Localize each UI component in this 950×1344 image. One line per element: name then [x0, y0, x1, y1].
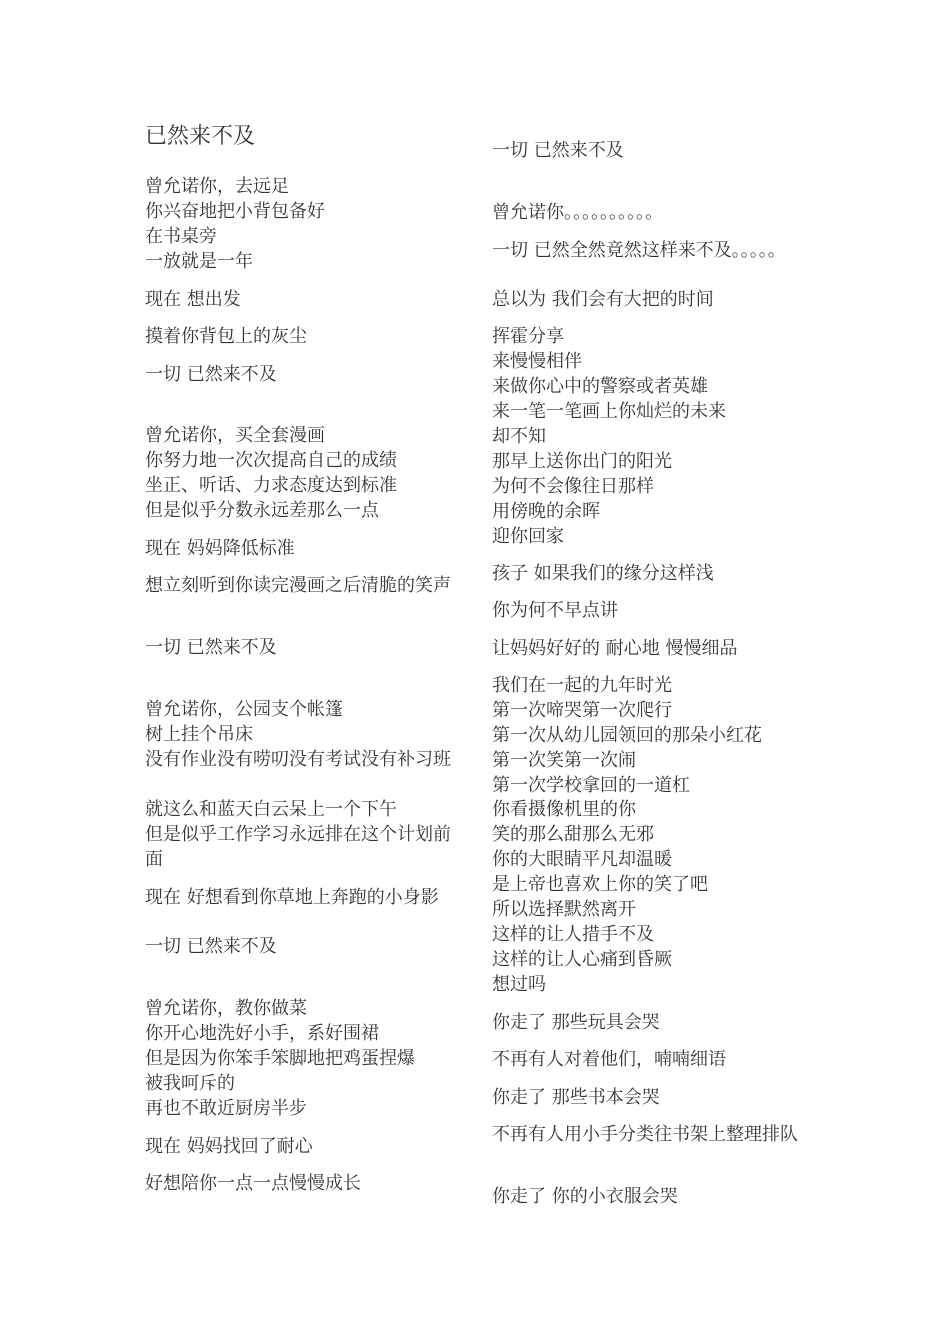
poem-line: 被我呵斥的 [145, 1073, 235, 1094]
poem-line: 没有作业没有唠叨没有考试没有补习班 [145, 749, 451, 770]
poem-line: 为何不会像往日那样 [492, 476, 654, 497]
poem-line: 却不知 [492, 426, 546, 447]
poem-line: 一切 已然来不及 [145, 637, 277, 658]
poem-line: 你的大眼睛平凡却温暖 [492, 849, 672, 870]
poem-line: 笑的那么甜那么无邪 [492, 824, 654, 845]
poem-line: 我们在一起的九年时光 [492, 675, 672, 696]
poem-line: 那早上送你出门的阳光 [492, 451, 672, 472]
poem-line: 想立刻听到你读完漫画之后清脆的笑声 [145, 575, 451, 596]
poem-line: 第一次学校拿回的一道杠 [492, 775, 690, 796]
poem-line: 来一笔一笔画上你灿烂的未来 [492, 401, 726, 422]
poem-line: 但是似乎工作学习永远排在这个计划前面 [145, 824, 451, 870]
poem-line: 孩子 如果我们的缘分这样浅 [492, 563, 714, 584]
poem-line: 现在 想出发 [145, 289, 241, 310]
poem-line: 曾允诺你。。。。。。。。。。 [492, 202, 663, 223]
poem-line: 但是因为你笨手笨脚地把鸡蛋捏爆 [145, 1048, 415, 1069]
poem-line: 好想陪你一点一点慢慢成长 [145, 1173, 361, 1194]
poem-line: 你开心地洗好小手，系好围裙 [145, 1023, 379, 1044]
poem-line: 一切 已然来不及 [145, 364, 277, 385]
poem-line: 迎你回家 [492, 526, 564, 547]
poem-line: 所以选择默然离开 [492, 899, 636, 920]
poem-line: 总以为 我们会有大把的时间 [492, 289, 714, 310]
poem-line: 你走了 那些玩具会哭 [492, 1012, 660, 1033]
poem-line: 挥霍分享 [492, 326, 564, 347]
poem-line: 这样的让人措手不及 [492, 924, 654, 945]
poem-line: 你看摄像机里的你 [492, 799, 636, 820]
poem-line: 你兴奋地把小背包备好 [145, 201, 325, 222]
poem-line: 让妈妈好好的 耐心地 慢慢细品 [492, 638, 738, 659]
poem-line: 曾允诺你，公园支个帐篷 [145, 699, 343, 720]
poem-line: 你努力地一次次提高自己的成绩 [145, 450, 397, 471]
poem-line: 摸着你背包上的灰尘 [145, 326, 307, 347]
poem-line: 现在 好想看到你草地上奔跑的小身影 [145, 887, 439, 908]
page-title: 已然来不及 [145, 124, 256, 149]
poem-line: 第一次啼哭第一次爬行 [492, 700, 672, 721]
poem-line: 你走了 你的小衣服会哭 [492, 1186, 678, 1207]
poem-line: 这样的让人心痛到昏厥 [492, 949, 672, 970]
poem-line: 第一次笑第一次闹 [492, 750, 636, 771]
poem-line: 现在 妈妈找回了耐心 [145, 1136, 313, 1157]
poem-line: 你为何不早点讲 [492, 600, 618, 621]
poem-line: 在书桌旁 [145, 226, 217, 247]
poem-line: 不再有人用小手分类往书架上整理排队 [492, 1124, 798, 1145]
poem-line: 想过吗 [492, 974, 546, 995]
poem-line: 树上挂个吊床 [145, 724, 253, 745]
poem-line: 一切 已然来不及 [492, 140, 624, 161]
poem-line: 但是似乎分数永远差那么一点 [145, 500, 379, 521]
poem-line: 第一次从幼儿园领回的那朵小红花 [492, 725, 762, 746]
poem-line: 一切 已然全然竟然这样来不及。。。。。 [492, 240, 786, 261]
poem-line: 再也不敢近厨房半步 [145, 1098, 307, 1119]
poem-line: 曾允诺你，去远足 [145, 176, 289, 197]
poem-line: 一切 已然来不及 [145, 936, 277, 957]
poem-line: 曾允诺你，教你做菜 [145, 998, 307, 1019]
poem-line: 就这么和蓝天白云呆上一个下午 [145, 799, 397, 820]
poem-line: 曾允诺你，买全套漫画 [145, 425, 325, 446]
poem-line: 来慢慢相伴 [492, 351, 582, 372]
poem-line: 用傍晚的余晖 [492, 501, 600, 522]
poem-line: 坐正、听话、力求态度达到标准 [145, 475, 397, 496]
poem-line: 现在 妈妈降低标准 [145, 538, 295, 559]
poem-line: 来做你心中的警察或者英雄 [492, 376, 708, 397]
poem-line: 不再有人对着他们，喃喃细语 [492, 1049, 726, 1070]
poem-line: 是上帝也喜欢上你的笑了吧 [492, 874, 708, 895]
poem-line: 你走了 那些书本会哭 [492, 1087, 660, 1108]
poem-line: 一放就是一年 [145, 251, 253, 272]
